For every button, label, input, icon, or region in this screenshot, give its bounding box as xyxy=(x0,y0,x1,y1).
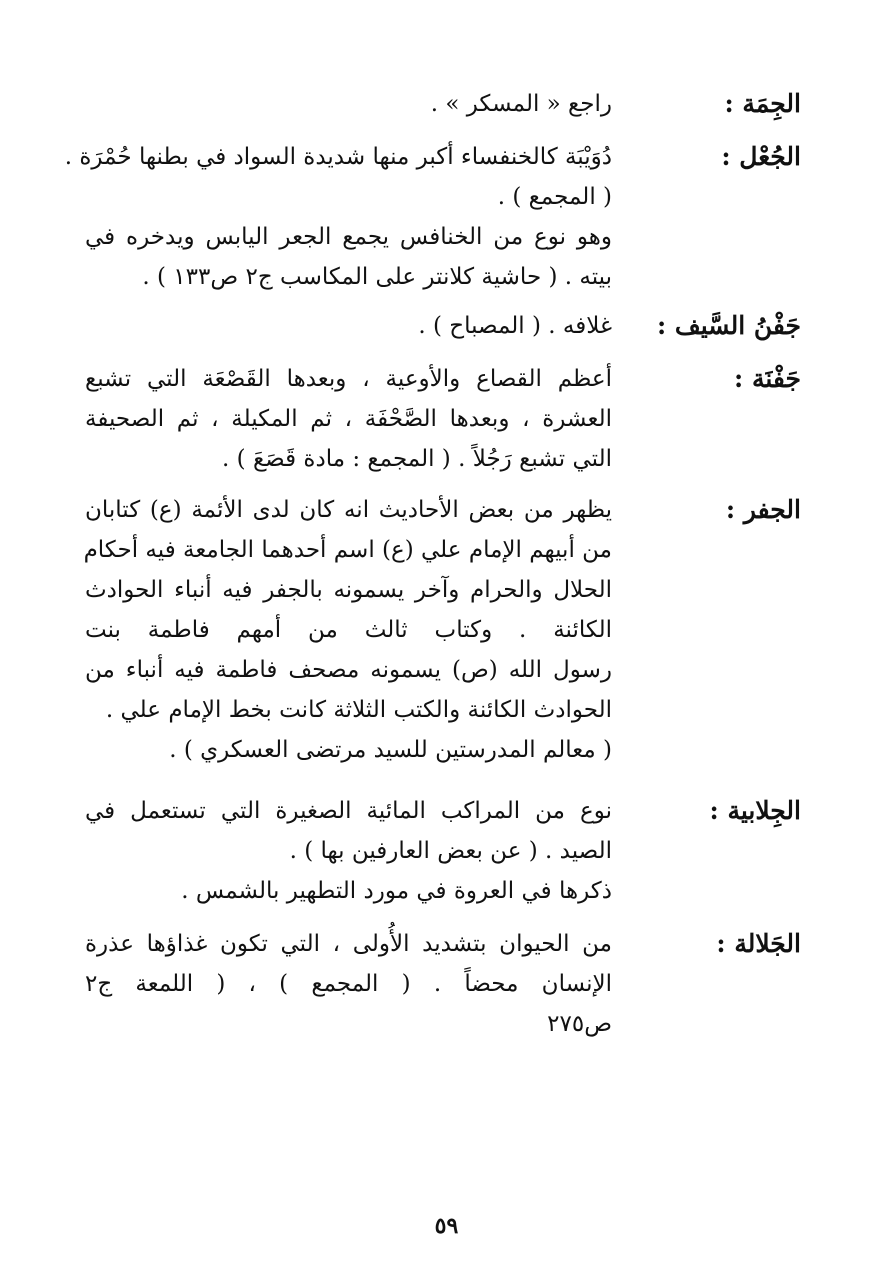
entry-definition xyxy=(85,359,612,479)
entry-definition xyxy=(85,791,612,911)
entry-term: الجُعْل : xyxy=(721,142,801,171)
definition-line: من أبيهم الإمام علي (ع) اسم أحدهما الجامعة فيه أحكام xyxy=(83,537,612,563)
entry-definition xyxy=(64,137,612,297)
entry-definition xyxy=(85,84,612,124)
entry-term: جَفْنُ السَّيف : xyxy=(656,311,801,340)
entry-term: الجفر : xyxy=(725,495,801,524)
definition-line: بيته . ( حاشية كلانتر على المكاسب ج٢ ص١٣٣ ) . xyxy=(142,264,612,290)
definition-line: الكائنة . وكتاب ثالث من أمهم فاطمة بنت xyxy=(85,617,612,643)
page-number: ٥٩ xyxy=(434,1213,459,1239)
definition-line: من الحيوان بتشديد الأُولى ، التي تكون غذاؤها عذرة xyxy=(85,931,612,957)
entry-term: الجِمَة : xyxy=(724,89,801,118)
definition-line: غلافه . ( المصباح ) . xyxy=(418,313,612,339)
definition-line: الحوادث الكائنة والكتب الثلاثة كانت بخط الإمام علي . xyxy=(105,697,612,723)
definition-line: ص٢٧٥ xyxy=(547,1011,612,1037)
definition-line: ( المجمع ) . xyxy=(497,184,612,210)
entry-definition xyxy=(85,306,612,346)
definition-line: وهو نوع من الخنافس يجمع الجعر اليابس ويدخره في xyxy=(85,224,612,250)
definition-line: دُوَيْبَة كالخنفساء أكبر منها شديدة السواد في بطنها حُمْرَة . xyxy=(64,144,612,170)
entry-term: الجِلابية : xyxy=(709,796,801,825)
definition-line: العشرة ، وبعدها الصَّحْفَة ، ثم المكيلة ، ثم الصحيفة xyxy=(85,406,612,432)
definition-line: أعظم القصاع والأوعية ، وبعدها القَصْعَة التي تشبع xyxy=(85,366,612,392)
entry-term: الجَلالة : xyxy=(716,929,801,958)
definition-line: الصيد . ( عن بعض العارفين بها ) . xyxy=(289,838,612,864)
entry-definition xyxy=(85,924,612,1044)
definition-line: رسول الله (ص) يسمونه مصحف فاطمة فيه أنباء من xyxy=(85,657,612,683)
definition-line: راجع « المسكر » . xyxy=(430,91,612,117)
entry-term: جَفْنَة : xyxy=(734,364,801,393)
definition-line: نوع من المراكب المائية الصغيرة التي تستعمل في xyxy=(85,798,612,824)
definition-line: الحلال والحرام وآخر يسمونه بالجفر فيه أنباء الحوادث xyxy=(85,577,612,603)
entry-definition xyxy=(85,490,612,770)
definition-line: ( معالم المدرستين للسيد مرتضى العسكري ) . xyxy=(169,737,612,763)
definition-line: يظهر من بعض الأحاديث انه كان لدى الأئمة (ع) كتابان xyxy=(85,497,613,523)
definition-line: التي تشبع رَجُلاً . ( المجمع : مادة قَصَعَ ) . xyxy=(222,446,612,472)
definition-line: الإنسان محضاً . ( المجمع ) ، ( اللمعة ج٢ xyxy=(85,971,612,997)
definition-line: ذكرها في العروة في مورد التطهير بالشمس . xyxy=(181,878,612,904)
